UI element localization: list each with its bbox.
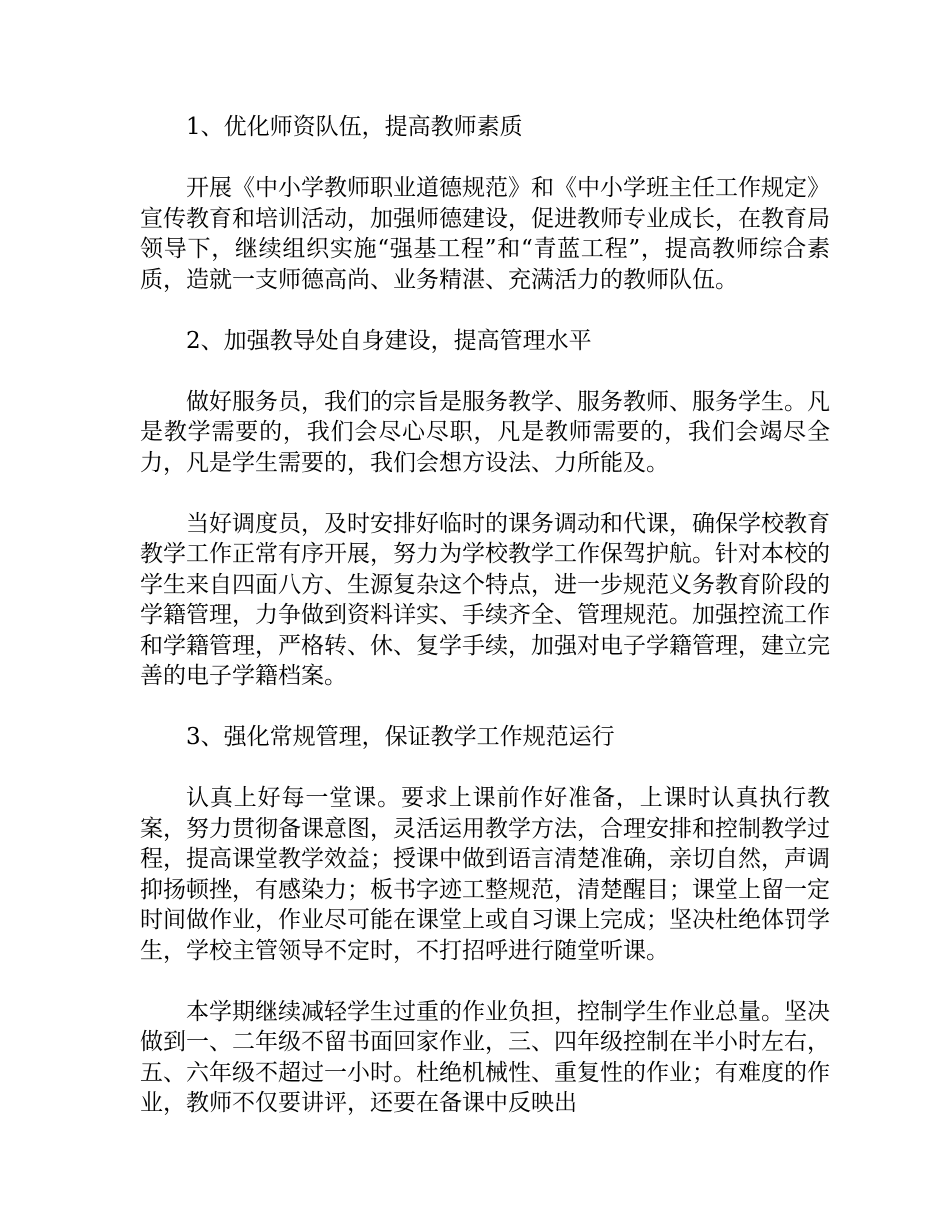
section-heading-1: 1、优化师资队伍，提高教师素质 <box>186 114 523 140</box>
section-heading-2: 2、加强教导处自身建设，提高管理水平 <box>186 327 592 354</box>
paragraph-teacher-ethics: 开展《中小学教师职业道德规范》和《中小学班主任工作规定》宣传教育和培训活动，加强师德建设，促进教师专业成长，在教育局领导下，继续组织实施“强基工程”和“青蓝工程”，提高教师综合素质，造就一支师德高尚、业务精湛、充满活力的教师队伍。 <box>140 175 830 293</box>
paragraph-homework: 本学期继续减轻学生过重的作业负担，控制学生作业总量。坚决做到一、二年级不留书面回家作业，三、四年级控制在半小时左右，五、六年级不超过一小时。杜绝机械性、重复性的作业；有难度的作业，教师不仅要讲评，还要在备课中反映出 <box>140 998 830 1116</box>
paragraph-service: 做好服务员，我们的宗旨是服务教学、服务教师、服务学生。凡是教学需要的，我们会尽心尽职，凡是教师需要的，我们会竭尽全力，凡是学生需要的，我们会想方设法、力所能及。 <box>140 388 830 476</box>
paragraph-classroom: 认真上好每一堂课。要求上课前作好准备，上课时认真执行教案，努力贯彻备课意图，灵活运用教学方法，合理安排和控制教学过程，提高课堂教学效益；授课中做到语言清楚准确，亲切自然，声调抑扬顿挫，有感染力；板书字迹工整规范，清楚醒目；课堂上留一定时间做作业，作业尽可能在课堂上或自习课上完成；坚决杜绝体罚学生，学校主管领导不定时，不打招呼进行随堂听课。 <box>140 785 830 964</box>
section-heading-3: 3、强化常规管理，保证教学工作规范运行 <box>186 724 615 750</box>
paragraph-dispatch: 当好调度员，及时安排好临时的课务调动和代课，确保学校教育教学工作正常有序开展，努力为学校教学工作保驾护航。针对本校的学生来自四面八方、生源复杂这个特点，进一步规范义务教育阶段的学籍管理，力争做到资料详实、手续齐全、管理规范。加强控流工作和学籍管理，严格转、休、复学手续，加强对电子学籍管理，建立完善的电子学籍档案。 <box>140 510 830 689</box>
document-body <box>140 112 830 1149</box>
